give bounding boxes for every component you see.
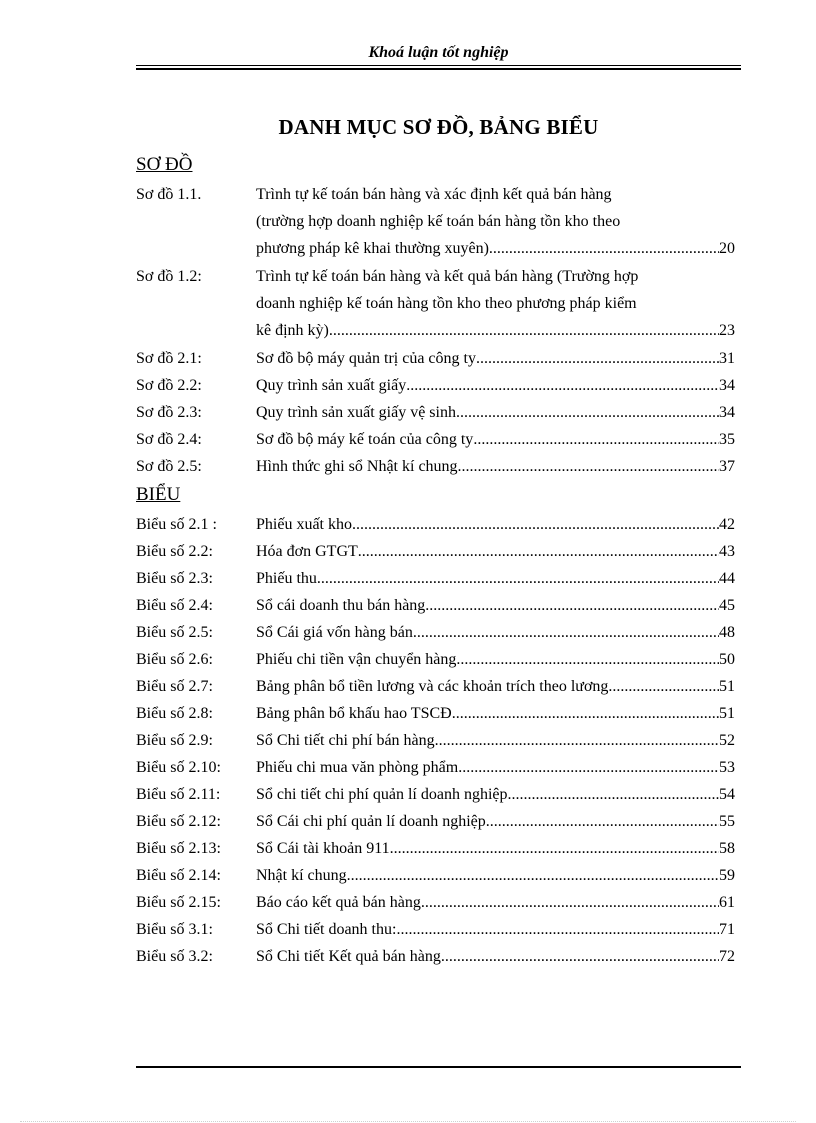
entry-leader-line [256,754,735,781]
page-number: 72 [719,948,735,965]
page-number: 48 [719,624,735,641]
leader-dots [425,592,719,619]
leader-dots [396,916,719,943]
entry-text: Báo cáo kết quả bán hàng. [256,894,425,911]
entry-label: Sơ đồ 2.1: [136,350,202,367]
header-rule-thin [136,65,741,66]
entry-label: Biểu số 2.12: [136,813,221,830]
entry-text: Sổ chi tiết chi phí quản lí doanh nghiệp [256,786,508,803]
entry-text: Nhật kí chung. [256,867,351,884]
entry-label: Sơ đồ 2.4: [136,431,202,448]
leader-dots [508,781,719,808]
page-number: 53 [719,759,735,776]
entry-text: Quy trình sản xuất giấy vệ sinh [256,404,456,421]
leader-dots [458,453,719,480]
entry-label: Biểu số 3.2: [136,948,213,965]
leader-dots [317,565,719,592]
entry-text: phương pháp kê khai thường xuyên). [256,240,493,257]
leader-dots [333,317,719,344]
leader-dots [458,754,719,781]
entry-label: Biểu số 2.9: [136,732,213,749]
page-number: 35 [719,431,735,448]
entry-label: Sơ đồ 2.2: [136,377,202,394]
entry-leader-line [256,781,735,808]
entry-leader-line [256,835,735,862]
entry-text: Sơ đồ bộ máy quản trị của công ty [256,350,476,367]
page-number: 51 [719,705,735,722]
leader-dots [493,235,719,262]
leader-dots [356,511,719,538]
leader-dots [456,399,719,426]
page-number: 34 [719,404,735,421]
entry-leader-line [256,235,735,262]
entry-text: kê định kỳ). [256,322,333,339]
page-number: 45 [719,597,735,614]
entry-leader-line [256,453,735,480]
entry-leader-line [256,727,735,754]
entry-leader-line [256,511,735,538]
section-heading-bieu: BIỂU [136,484,181,505]
entry-text: Quy trình sản xuất giấy [256,377,407,394]
entry-text: Sổ cái doanh thu bán hàng [256,597,426,614]
entry-leader-line [256,317,735,344]
entry-label: Sơ đồ 2.5: [136,458,202,475]
entry-label: Biểu số 2.2: [136,543,213,560]
leader-dots [439,727,719,754]
page-number: 23 [719,322,735,339]
entry-leader-line [256,916,735,943]
entry-leader-line [256,565,735,592]
entry-label: Biểu số 2.14: [136,867,221,884]
entry-text: Sổ Chi tiết Kết quả bán hàng. [256,948,445,965]
page-number: 43 [719,543,735,560]
entry-text: Hóa đơn GTGT [256,543,358,560]
entry-text: Sổ Chi tiết doanh thu: [256,921,397,938]
entry-label: Biểu số 2.5: [136,624,213,641]
entry-leader-line [256,862,735,889]
entry-label: Biểu số 2.3: [136,570,213,587]
page-number: 42 [719,516,735,533]
header-rule-thick [136,68,741,70]
entry-text: Sổ Cái chi phí quản lí doanh nghiệp [256,813,486,830]
entry-label: Biểu số 3.1: [136,921,213,938]
page-number: 20 [719,240,735,257]
entry-leader-line [256,399,735,426]
entry-leader-line [256,889,735,916]
page-number: 44 [719,570,735,587]
entry-text-line: doanh nghiệp kế toán hàng tồn kho theo phương pháp kiểm [256,295,637,312]
leader-dots [390,835,719,862]
page-number: 71 [719,921,735,938]
entry-label: Biểu số 2.7: [136,678,213,695]
page-bottom-border [20,1121,796,1122]
running-header-title: Khoá luận tốt nghiệp [368,44,509,61]
entry-label: Biểu số 2.13: [136,840,221,857]
section-heading-so-do: SƠ ĐỒ [136,154,193,175]
entry-label: Biểu số 2.6: [136,651,213,668]
page-number: 31 [719,350,735,367]
entry-label: Sơ đồ 1.1. [136,186,202,203]
entry-leader-line [256,943,735,970]
entry-label: Biểu số 2.4: [136,597,213,614]
entry-text-line: (trường hợp doanh nghiệp kế toán bán hàng tồn kho theo [256,213,621,230]
leader-dots [476,345,719,372]
page-number: 55 [719,813,735,830]
page-number: 58 [719,840,735,857]
page-number: 37 [719,458,735,475]
leader-dots [413,619,719,646]
leader-dots [473,426,719,453]
entry-leader-line [256,538,735,565]
entry-text: Sổ Cái giá vốn hàng bán [256,624,413,641]
entry-text: Sổ Chi tiết chi phí bán hàng. [256,732,439,749]
entry-leader-line [256,646,735,673]
leader-dots [452,700,719,727]
entry-text: Phiếu thu [256,570,317,587]
page-title: DANH MỤC SƠ ĐỒ, BẢNG BIỂU [278,115,599,139]
page-number: 59 [719,867,735,884]
entry-text: Bảng phân bổ khấu hao TSCĐ [256,705,452,722]
page-number: 52 [719,732,735,749]
entry-label: Sơ đồ 1.2: [136,268,202,285]
entry-label: Biểu số 2.8: [136,705,213,722]
entry-leader-line [256,345,735,372]
entry-text: Phiếu chi tiền vận chuyển hàng [256,651,457,668]
entry-text: Phiếu xuất kho. [256,516,356,533]
entry-text: Phiếu chi mua văn phòng phẩm [256,759,459,776]
entry-text-line: Trình tự kế toán bán hàng và xác định kết quả bán hàng [256,186,612,203]
entry-label: Sơ đồ 2.3: [136,404,202,421]
leader-dots [486,808,719,835]
leader-dots [445,943,719,970]
entry-label: Biểu số 2.10: [136,759,221,776]
entry-leader-line [256,700,735,727]
entry-label: Biểu số 2.15: [136,894,221,911]
entry-leader-line [256,808,735,835]
entry-text: Sổ Cái tài khoản 911 [256,840,390,857]
leader-dots [351,862,719,889]
entry-label: Biểu số 2.11: [136,786,221,803]
leader-dots [612,673,719,700]
entry-leader-line [256,619,735,646]
leader-dots [456,646,719,673]
entry-text: Sơ đồ bộ máy kế toán của công ty [256,431,474,448]
leader-dots [358,538,719,565]
page-number: 34 [719,377,735,394]
page-number: 50 [719,651,735,668]
entry-leader-line [256,372,735,399]
page-number: 61 [719,894,735,911]
entry-text-line: Trình tự kế toán bán hàng và kết quả bán hàng (Trường hợp [256,268,639,285]
entry-text: Bảng phân bổ tiền lương và các khoản trích theo lương. [256,678,613,695]
page-number: 51 [719,678,735,695]
entry-leader-line [256,426,735,453]
leader-dots [406,372,719,399]
leader-dots [425,889,719,916]
entry-label: Biểu số 2.1 : [136,516,217,533]
entry-text: Hình thức ghi sổ Nhật kí chung [256,458,458,475]
footer-rule [136,1066,741,1068]
page-number: 54 [719,786,735,803]
entry-leader-line [256,592,735,619]
entry-leader-line [256,673,735,700]
